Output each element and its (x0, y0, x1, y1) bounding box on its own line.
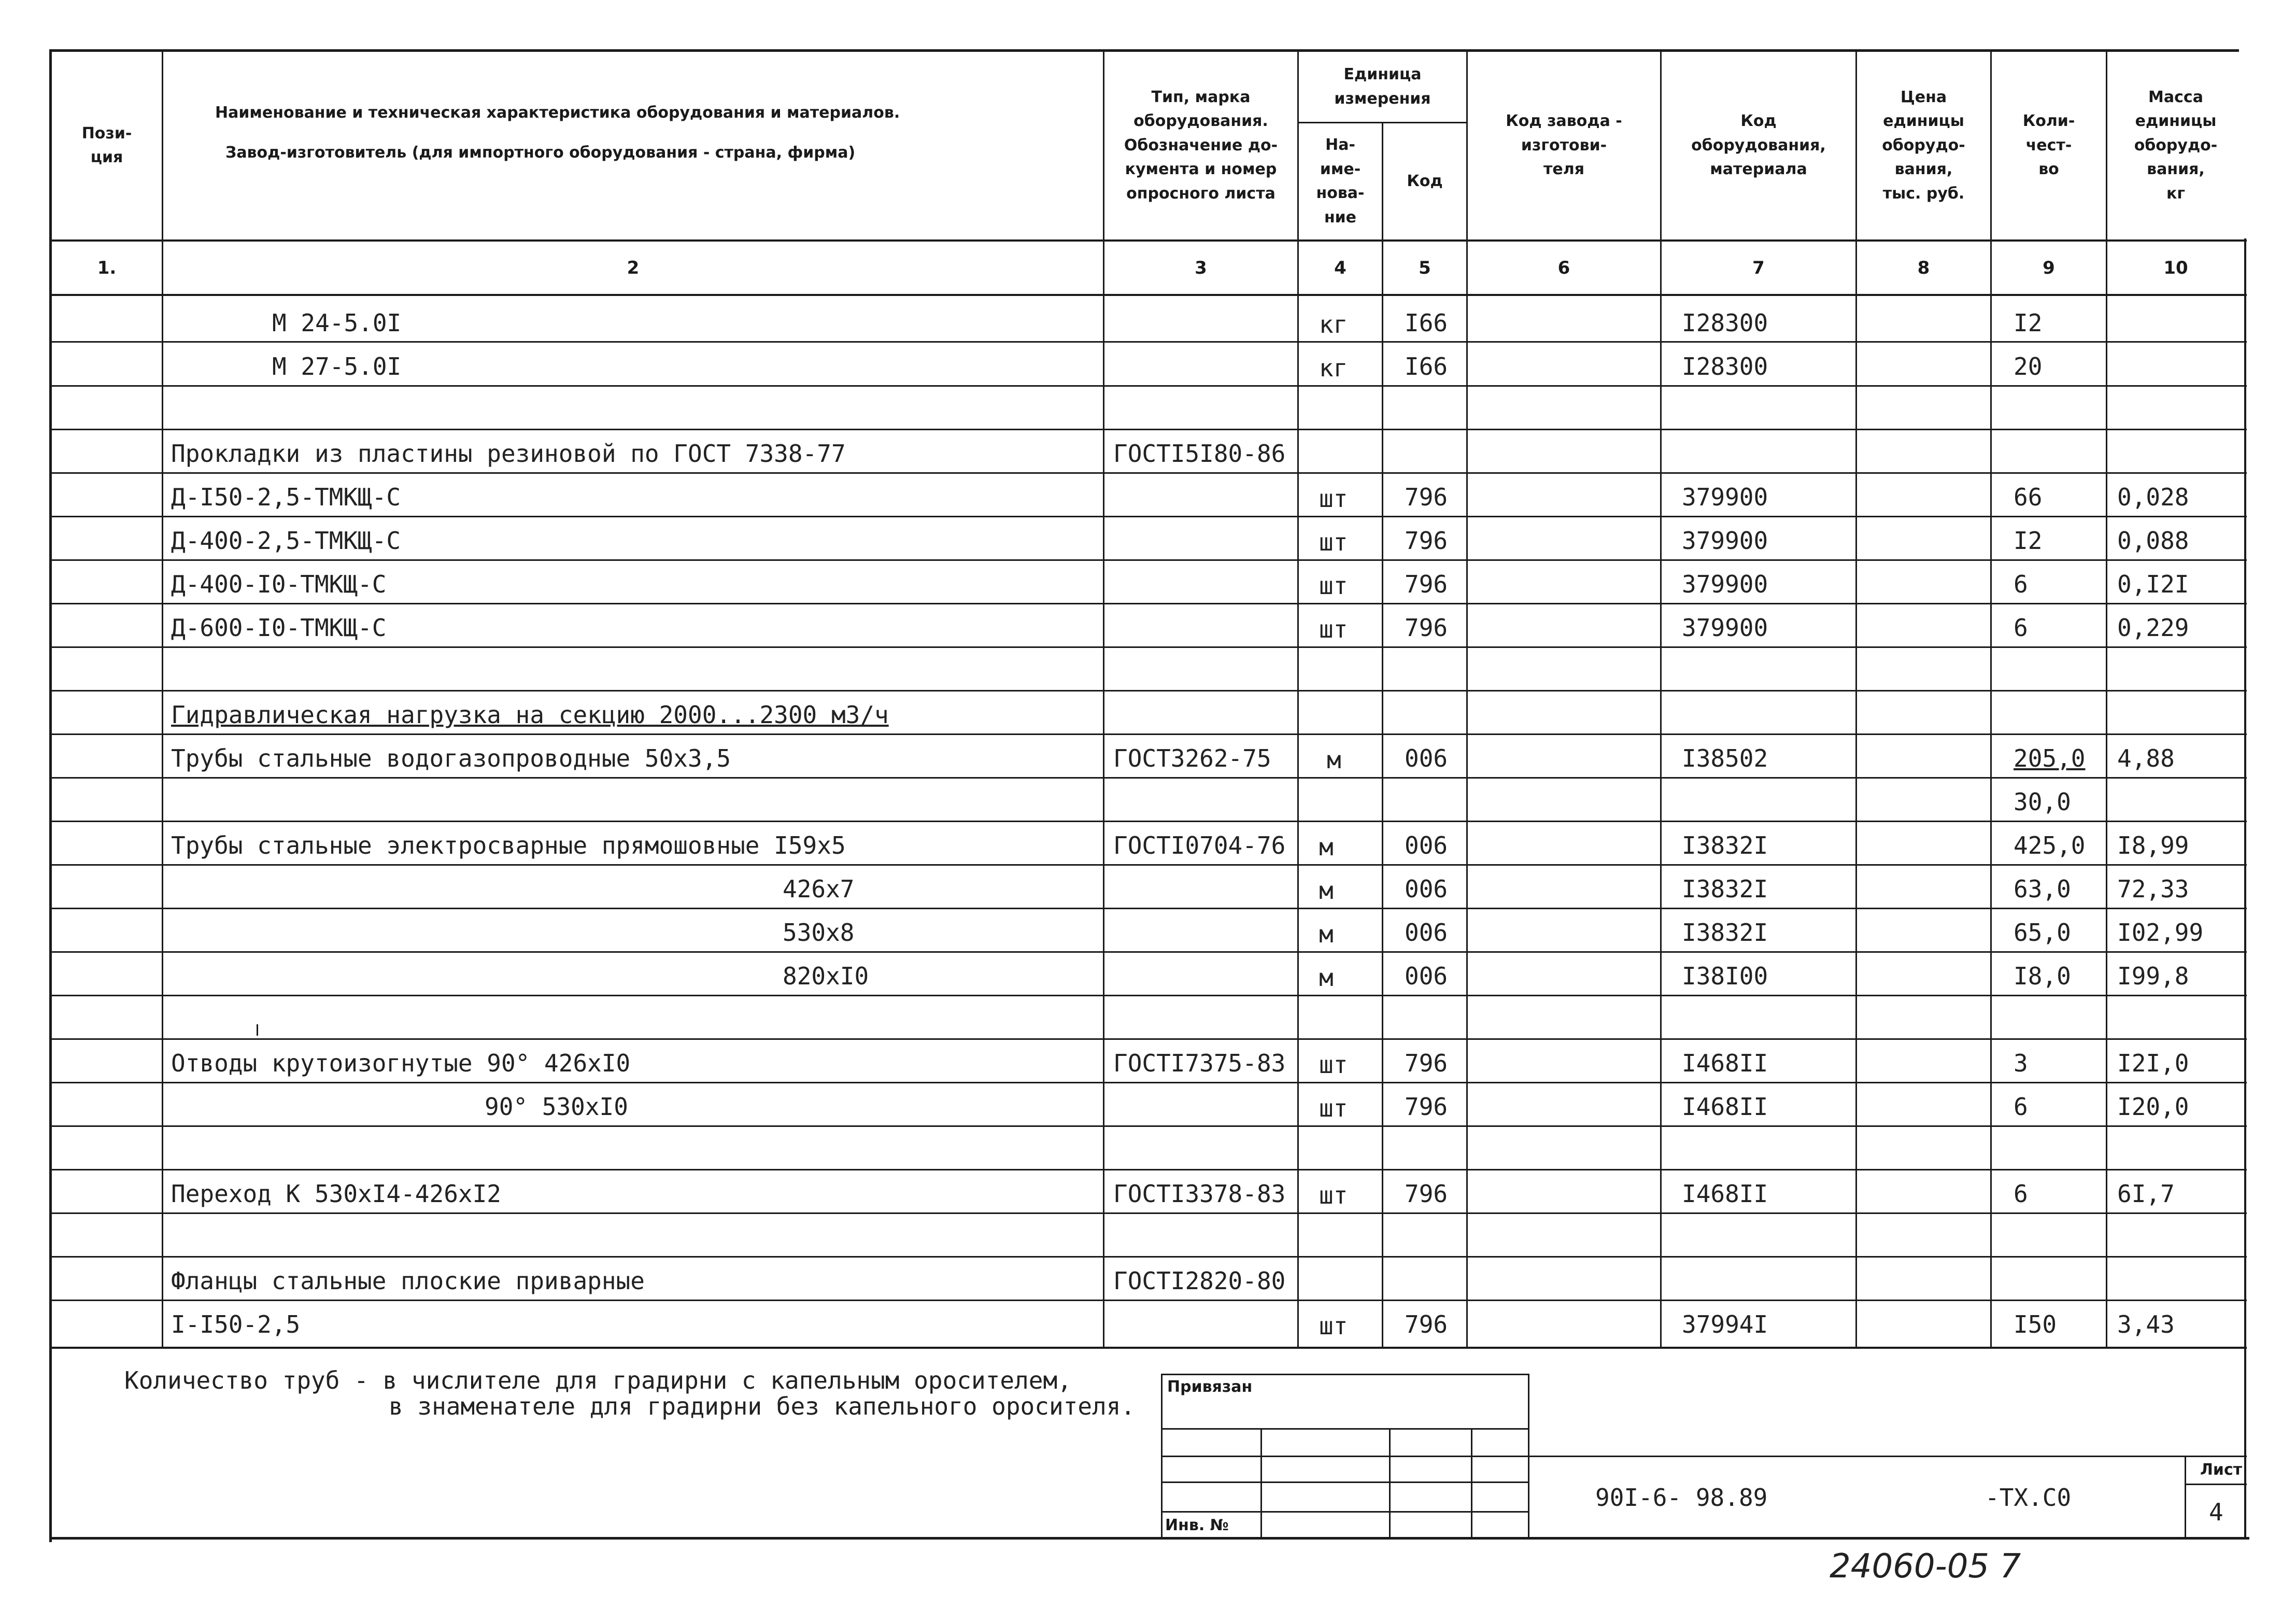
row-material-code: I3832I (1682, 919, 1768, 947)
colnum-7: 7 (1752, 257, 1765, 278)
row-unit-code: 796 (1405, 483, 1448, 511)
colnum-bottom-rule (49, 294, 2247, 296)
header-name (163, 52, 1103, 239)
row-material-code: I468II (1682, 1093, 1768, 1121)
colnum-9: 9 (2043, 257, 2055, 278)
stamp-tied-label: Привязан (1167, 1378, 1253, 1396)
row-name: 530x8 (783, 919, 855, 947)
row-rule (49, 733, 2247, 735)
row-quantity: 425,0 (2014, 831, 2086, 859)
row-rule (49, 995, 2247, 996)
row-name: 90° 530xI0 (485, 1093, 628, 1121)
row-name: 820xI0 (783, 962, 869, 990)
frame-bottom (49, 1537, 2249, 1540)
row-rule (49, 646, 2247, 648)
row-rule (49, 472, 2247, 474)
stamp-col-d (1528, 1374, 1529, 1539)
row-unit-code: 796 (1405, 1049, 1448, 1077)
row-rule (49, 821, 2247, 822)
row-name: Д-400-I0-ТМКЩ-С (171, 570, 387, 598)
row-mass: 0,229 (2117, 614, 2189, 642)
row-name: Фланцы стальные плоские приварные (171, 1267, 645, 1295)
row-quantity: I2 (2014, 309, 2043, 337)
stamp-sheet-mid (2185, 1484, 2247, 1485)
row-mass: 0,I2I (2117, 570, 2189, 598)
row-quantity: I50 (2014, 1310, 2057, 1338)
row-doc: ГОСТ3262-75 (1113, 744, 1271, 772)
colnum-3: 3 (1195, 257, 1207, 278)
row-unit: шт (1319, 1181, 1348, 1209)
row-unit-code: 796 (1405, 1180, 1448, 1208)
row-unit: шт (1319, 528, 1348, 556)
header-unit-mass: Масса единицы оборудо- вания, кг (2134, 88, 2218, 203)
header-unit-group: Единица измерения (1334, 65, 1431, 108)
row-unit-code: 796 (1405, 570, 1448, 598)
row-material-code: I3832I (1682, 875, 1768, 903)
header-unit-price: Цена единицы оборудо- вания, тыс. руб. (1882, 88, 1965, 203)
row-material-code: I3832I (1682, 831, 1768, 859)
row-quantity: 6 (2014, 570, 2028, 598)
header-unit-name: На- име- нова- ние (1316, 136, 1365, 227)
header-name-line1: Наименование и техническая характеристика оборудования и материалов. (215, 104, 900, 122)
row-material-code: I468II (1682, 1049, 1768, 1077)
row-quantity: 3 (2014, 1049, 2028, 1077)
row-unit: м (1319, 877, 1334, 905)
row-material-code: 379900 (1682, 527, 1768, 555)
row-unit: шт (1319, 485, 1348, 513)
row-unit-code: I66 (1405, 309, 1448, 337)
row-unit-code: 006 (1405, 962, 1448, 990)
row-rule (49, 1256, 2247, 1258)
colnum-5: 5 (1419, 257, 1431, 278)
row-name: Отводы крутоизогнутые 90° 426xI0 (171, 1049, 631, 1077)
stamp-sheet-left (2185, 1456, 2186, 1539)
row-doc: ГОСТI2820-80 (1113, 1267, 1286, 1295)
stamp-col-b (1389, 1428, 1391, 1539)
row-unit: м (1319, 833, 1334, 861)
row-mass: 6I,7 (2117, 1180, 2175, 1208)
row-rule (49, 341, 2247, 343)
row-quantity: 20 (2014, 352, 2043, 380)
row-mass: I02,99 (2117, 919, 2204, 947)
row-unit: м (1319, 964, 1334, 992)
colnum-8: 8 (1917, 257, 1930, 278)
row-unit: м (1327, 746, 1341, 774)
row-unit: шт (1319, 615, 1348, 643)
row-rule (49, 777, 2247, 779)
row-unit-code: 796 (1405, 527, 1448, 555)
frame-right (2244, 238, 2246, 1540)
row-unit: м (1319, 920, 1334, 948)
colnum-1: 1. (97, 257, 117, 278)
row-name: Переход К 530xI4-426xI2 (171, 1180, 501, 1208)
colnum-4: 4 (1334, 257, 1347, 278)
row-rule (49, 385, 2247, 387)
row-unit: шт (1319, 1312, 1348, 1340)
row-quantity: I8,0 (2014, 962, 2071, 990)
row-unit: шт (1319, 572, 1348, 600)
row-material-code: 379900 (1682, 614, 1768, 642)
row-rule (49, 1125, 2247, 1127)
row-rule (49, 559, 2247, 561)
row-mass: I99,8 (2117, 962, 2189, 990)
row-name: М 27-5.0I (272, 352, 402, 380)
section-heading: Гидравлическая нагрузка на секцию 2000...2300 м3/ч (171, 701, 889, 729)
row-doc: ГОСТI5I80-86 (1113, 440, 1286, 468)
stamp-row-1 (1161, 1428, 1528, 1430)
row-rule (49, 951, 2247, 953)
row-doc: ГОСТI3378-83 (1113, 1180, 1286, 1208)
row-rule (49, 1300, 2247, 1301)
row-name: Трубы стальные электросварные прямошовные I59x5 (171, 831, 846, 859)
row-quantity: I2 (2014, 527, 2043, 555)
stamp-row-4 (1161, 1511, 1528, 1513)
header-name-line2: Завод-изготовитель (для импортного оборудования - страна, фирма) (225, 143, 856, 162)
row-material-code: I468II (1682, 1180, 1768, 1208)
row-quantity: 65,0 (2014, 919, 2071, 947)
row-material-code: 379900 (1682, 483, 1768, 511)
row-rule (49, 864, 2247, 866)
row-mass: I8,99 (2117, 831, 2189, 859)
row-name: Д-400-2,5-ТМКЩ-С (171, 527, 401, 555)
row-rule (49, 603, 2247, 604)
row-quantity: 66 (2014, 483, 2043, 511)
stamp-inv-label: Инв. № (1165, 1516, 1229, 1534)
stamp-sheet-number: 4 (2209, 1498, 2223, 1526)
row-material-code: 37994I (1682, 1310, 1768, 1338)
stamp-doc-suffix: -ТХ.С0 (1985, 1484, 2072, 1512)
row-mass: 4,88 (2117, 744, 2175, 772)
row-quantity: 6 (2014, 614, 2028, 642)
header-quantity: Коли- чест- во (2022, 112, 2075, 179)
row-material-code: I38I00 (1682, 962, 1768, 990)
header-unit-code: Код (1407, 172, 1443, 190)
row-unit: шт (1319, 1094, 1348, 1122)
row-doc: ГОСТI7375-83 (1113, 1049, 1286, 1077)
row-material-code: I28300 (1682, 352, 1768, 380)
row-mass: 3,43 (2117, 1310, 2175, 1338)
row-material-code: 379900 (1682, 570, 1768, 598)
row-unit-code: 006 (1405, 831, 1448, 859)
header-doc-type: Тип, марка оборудования. Обозначение до- кумента и номер опросного листа (1124, 88, 1278, 203)
row-quantity: 6 (2014, 1180, 2028, 1208)
row-material-code: I38502 (1682, 744, 1768, 772)
colnum-6: 6 (1557, 257, 1570, 278)
row-unit-code: I66 (1405, 352, 1448, 380)
row-quantity: 205,0 (2014, 744, 2086, 772)
row-quantity: 30,0 (2014, 788, 2071, 816)
row-doc: ГОСТI0704-76 (1113, 831, 1286, 859)
row-mass: 0,088 (2117, 527, 2189, 555)
row-rule (49, 1212, 2247, 1214)
row-unit-code: 796 (1405, 1310, 1448, 1338)
footnote-line1: Количество труб - в числителе для градирни с капельным оросителем, (124, 1366, 1072, 1394)
row-unit-code: 796 (1405, 614, 1448, 642)
row-rule (49, 908, 2247, 909)
row-rule (49, 1169, 2247, 1170)
row-rule (49, 690, 2247, 691)
header-plant-code: Код завода - изготови- теля (1506, 112, 1622, 179)
stamp-row-3 (1161, 1481, 1528, 1483)
row-material-code: I28300 (1682, 309, 1768, 337)
scan-mark (257, 1024, 258, 1036)
row-name: 426x7 (783, 875, 855, 903)
row-rule (49, 1038, 2247, 1040)
row-mass: 72,33 (2117, 875, 2189, 903)
row-mass: I20,0 (2117, 1093, 2189, 1121)
header-position: Пози- ция (81, 124, 132, 166)
row-rule (49, 1082, 2247, 1083)
row-unit-code: 006 (1405, 875, 1448, 903)
stamp-sheet-label: Лист (2200, 1461, 2243, 1479)
row-mass: I2I,0 (2117, 1049, 2189, 1077)
row-unit: кг (1319, 311, 1348, 338)
row-rule (49, 429, 2247, 430)
row-name: Д-600-I0-ТМКЩ-С (171, 614, 387, 642)
row-unit: кг (1319, 354, 1348, 382)
stamp-row-2 (1161, 1456, 2247, 1457)
row-rule (49, 516, 2247, 517)
header-material-code: Код оборудования, материала (1691, 112, 1826, 179)
row-unit-code: 006 (1405, 744, 1448, 772)
stamp-top (1161, 1374, 1528, 1375)
row-name: Д-I50-2,5-ТМКЩ-С (171, 483, 401, 511)
stamp-doc-code: 90I-6- 98.89 (1595, 1484, 1768, 1512)
footnote-line2: в знаменателе для градирни без капельного оросителя. (389, 1392, 1136, 1420)
row-unit: шт (1319, 1051, 1348, 1079)
row-quantity: 6 (2014, 1093, 2028, 1121)
row-name: Трубы стальные водогазопроводные 50x3,5 (171, 744, 731, 772)
stamp-col-c (1471, 1428, 1472, 1539)
row-quantity: 63,0 (2014, 875, 2071, 903)
stamp-col-a (1260, 1428, 1262, 1539)
table-bottom-rule (49, 1347, 2247, 1349)
row-name: М 24-5.0I (272, 309, 402, 337)
row-unit-code: 796 (1405, 1093, 1448, 1121)
colnum-2: 2 (627, 257, 640, 278)
row-unit-code: 006 (1405, 919, 1448, 947)
row-mass: 0,028 (2117, 483, 2189, 511)
row-name: Прокладки из пластины резиновой по ГОСТ 7338-77 (171, 440, 846, 468)
row-name: I-I50-2,5 (171, 1310, 301, 1338)
colnum-10: 10 (2163, 257, 2188, 278)
handwritten-number: 24060-05 7 (1830, 1547, 2021, 1586)
